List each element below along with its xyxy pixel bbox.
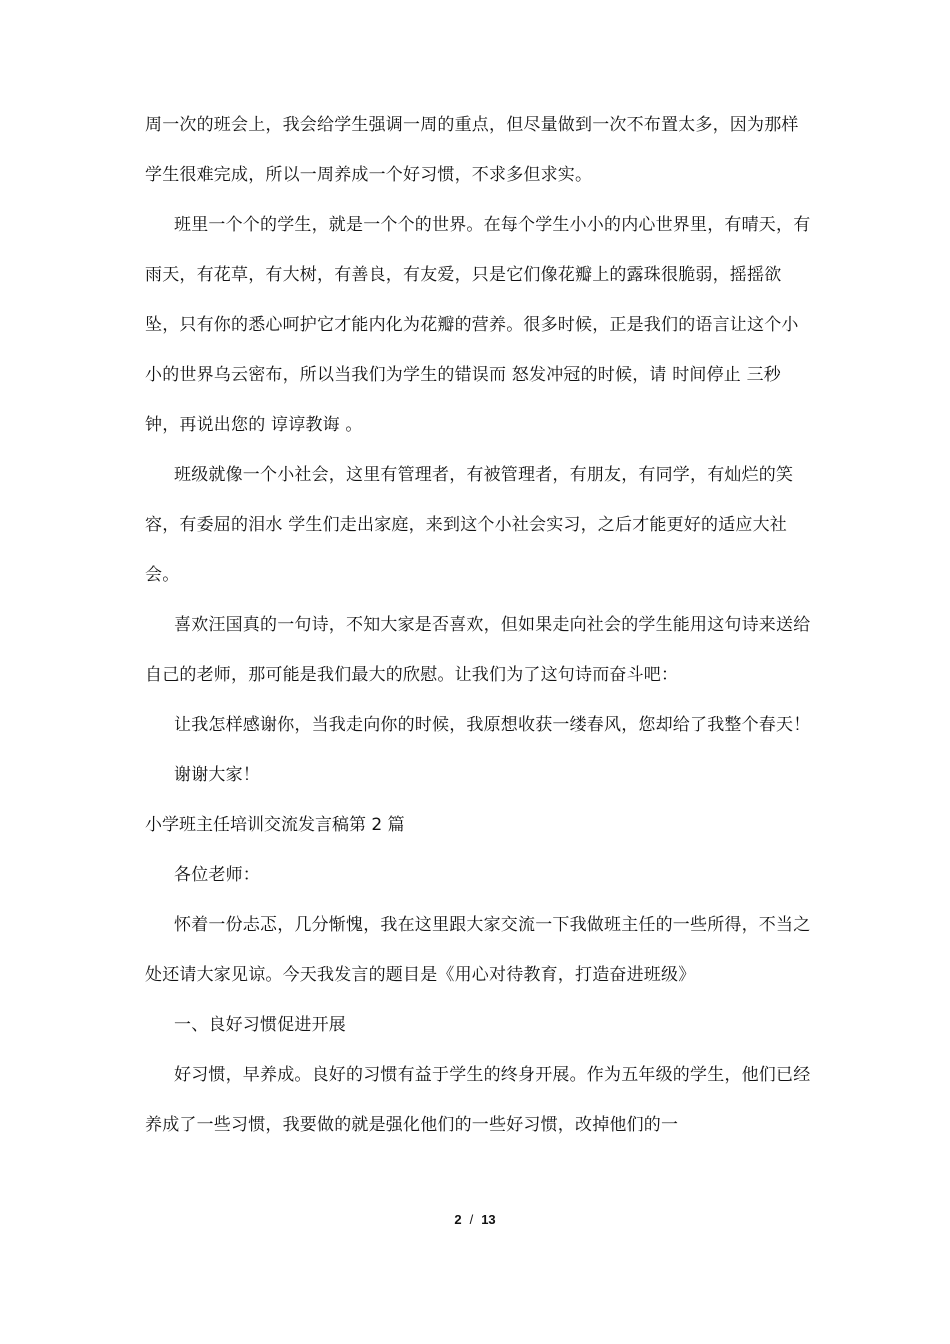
paragraph-7: 怀着一份忐忑，几分惭愧，我在这里跟大家交流一下我做班主任的一些所得，不当之处还请大家见谅。今天我发言的题目是《用心对待教育，打造奋进班级》 bbox=[145, 915, 811, 985]
paragraph-6: 谢谢大家！ bbox=[174, 765, 260, 785]
subheading: 一、良好习惯促进开展 bbox=[174, 1015, 346, 1035]
paragraph-2: 班里一个个的学生，就是一个个的世界。在每个学生小小的内心世界里，有晴天，有雨天，有花草，有大树，有善良，有友爱，只是它们像花瓣上的露珠很脆弱，摇摇欲坠，只有你的悉心呵护它才能内化为花瓣的营养。很多时候，正是我们的语言让这个小小的世界乌云密布，所以当我们为学生的错误而 怒发冲冠的时候，请 时间停止 三秒钟，再说出您的 谆谆教诲 。 bbox=[145, 215, 811, 435]
paragraph-1: 周一次的班会上，我会给学生强调一周的重点，但尽量做到一次不布置太多，因为那样学生很难完成，所以一周养成一个好习惯，不求多但求实。 bbox=[145, 115, 799, 185]
total-pages: 13 bbox=[481, 1212, 496, 1227]
paragraph-8: 好习惯，早养成。良好的习惯有益于学生的终身开展。作为五年级的学生，他们已经养成了一些习惯，我要做的就是强化他们的一些好习惯，改掉他们的一 bbox=[145, 1065, 811, 1135]
page-separator: / bbox=[469, 1212, 474, 1227]
document-body bbox=[145, 100, 815, 1150]
current-page: 2 bbox=[454, 1212, 462, 1227]
salutation: 各位老师： bbox=[174, 865, 260, 885]
paragraph-3: 班级就像一个小社会，这里有管理者，有被管理者，有朋友，有同学，有灿烂的笑容，有委屈的泪水 学生们走出家庭，来到这个小社会实习，之后才能更好的适应大社会。 bbox=[145, 465, 794, 585]
paragraph-5: 让我怎样感谢你，当我走向你的时候，我原想收获一缕春风，您却给了我整个春天！ bbox=[174, 715, 811, 735]
section-title: 小学班主任培训交流发言稿第 2 篇 bbox=[145, 815, 405, 835]
page-number bbox=[0, 1212, 950, 1227]
paragraph-4: 喜欢汪国真的一句诗，不知大家是否喜欢，但如果走向社会的学生能用这句诗来送给自己的老师，那可能是我们最大的欣慰。让我们为了这句诗而奋斗吧： bbox=[145, 615, 811, 685]
